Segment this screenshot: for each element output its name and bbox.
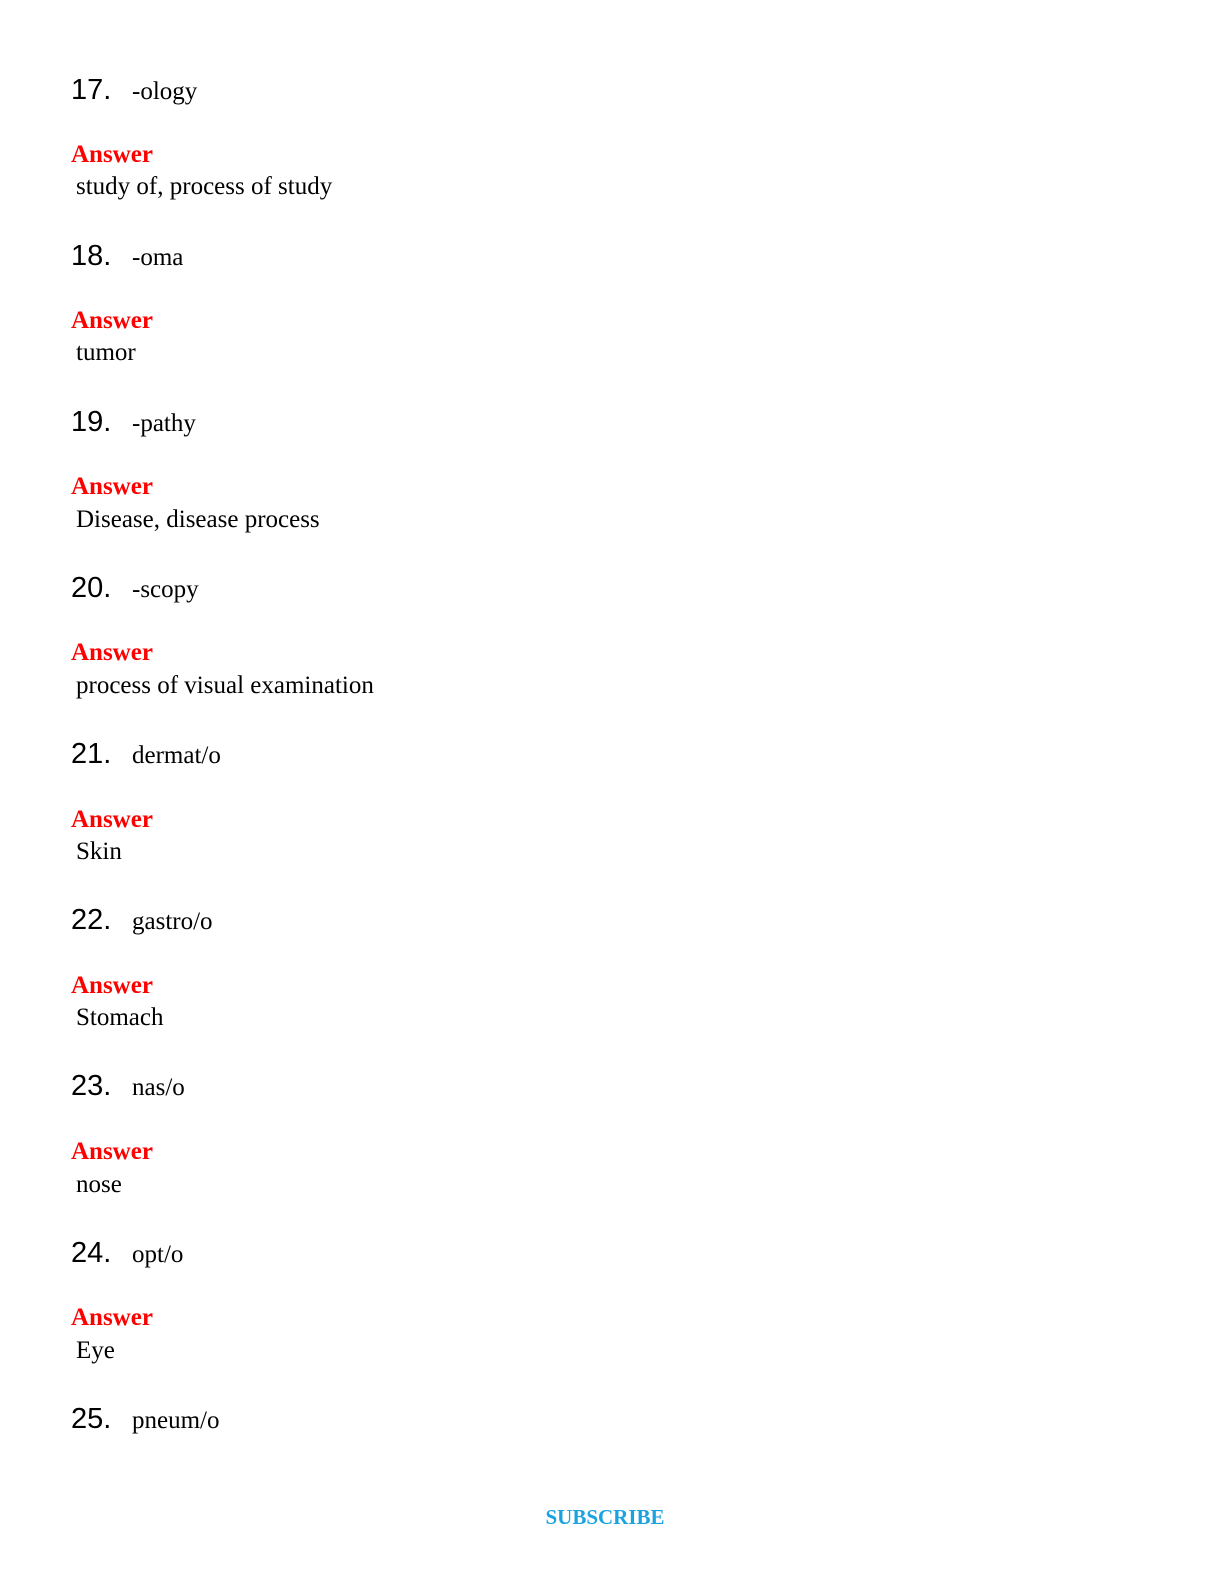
question-number: 20. [71,572,112,604]
question-number: 21. [71,738,112,770]
answer-text: tumor [76,339,136,366]
question-term: opt/o [132,1241,184,1268]
answer-label: Answer [71,473,153,500]
question-item [71,1070,185,1104]
answer-label: Answer [71,972,153,999]
question-term: -scopy [132,576,199,603]
answer-text: Disease, disease process [76,506,320,533]
answer-label: Answer [71,1138,153,1165]
question-number: 17. [71,74,112,106]
question-item [71,1403,220,1437]
question-item [71,74,197,108]
answer-text: nose [76,1171,122,1198]
question-item [71,1237,183,1271]
answer-text: process of visual examination [76,672,374,699]
question-item [71,904,213,938]
question-number: 19. [71,406,112,438]
answer-label: Answer [71,307,153,334]
question-term: gastro/o [132,908,213,935]
question-term: -pathy [132,410,196,437]
answer-label: Answer [71,639,153,666]
question-number: 23. [71,1070,112,1102]
question-term: pneum/o [132,1407,220,1434]
subscribe-link[interactable]: SUBSCRIBE [545,1505,665,1529]
question-item [71,406,196,440]
answer-label: Answer [71,806,153,833]
answer-text: Stomach [76,1004,164,1031]
answer-text: study of, process of study [76,173,333,200]
question-number: 25. [71,1403,112,1435]
question-number: 24. [71,1237,112,1269]
question-term: dermat/o [132,742,221,769]
question-item [71,738,221,772]
question-number: 18. [71,240,112,272]
answer-label: Answer [71,141,153,168]
question-term: -oma [132,244,184,271]
question-term: nas/o [132,1074,185,1101]
answer-label: Answer [71,1304,153,1331]
question-item [71,240,183,274]
answer-text: Eye [76,1337,115,1364]
answer-text: Skin [76,838,122,865]
question-item [71,572,199,606]
question-term: -ology [132,78,198,105]
question-number: 22. [71,904,112,936]
